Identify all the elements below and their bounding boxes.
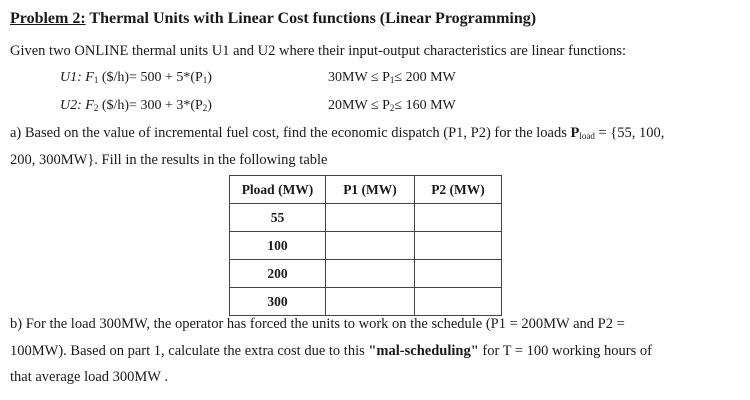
unit2-cost-function: U2: $F_2$ ($/h)= $300 + 3*(P_2)$ <box>60 98 212 113</box>
part-b-line-1: b) For the load 300MW, the operator has forced the units to work on the schedule (P1 = 200MW and P2 = <box>10 316 625 332</box>
table-row <box>230 232 502 260</box>
part-a-line-2: 200, 300MW}. Fill in the results in the following table <box>10 152 328 168</box>
header-pload: Pload (MW) <box>230 176 326 204</box>
table-row <box>230 260 502 288</box>
cell-p1 <box>326 204 415 232</box>
cell-pload: 55 <box>230 204 326 232</box>
cell-pload: 300 <box>230 288 326 316</box>
table-row <box>230 288 502 316</box>
table-header-row <box>230 176 502 204</box>
cell-p2 <box>415 204 502 232</box>
cell-pload: 100 <box>230 232 326 260</box>
cell-pload: 200 <box>230 260 326 288</box>
problem-label: Problem 2: <box>10 10 86 27</box>
cell-p2 <box>415 260 502 288</box>
unit1-constraint: $30MW \le P_1\le 200$ MW <box>328 70 456 85</box>
cell-p2 <box>415 232 502 260</box>
results-table <box>229 175 502 316</box>
header-p1: P1 (MW) <box>326 176 415 204</box>
given-statement: Given two ONLINE thermal units U1 and U2 where their input-output characteristics are linear functions: <box>10 43 627 59</box>
part-a-line-1: a) Based on the value of incremental fuel cost, find the economic dispatch (P1, P2) for the loads $P_{load} = \{55$, 100, <box>10 125 665 141</box>
unit2-constraint: $20MW \le P_2\le 160$ MW <box>328 98 456 113</box>
cell-p2 <box>415 288 502 316</box>
mal-scheduling-term: "mal-scheduling" <box>368 343 479 359</box>
cell-p1 <box>326 232 415 260</box>
problem-heading: Thermal Units with Linear Cost functions (Linear Programming) <box>85 10 537 27</box>
table-row <box>230 204 502 232</box>
problem-title <box>10 10 536 28</box>
cell-p1 <box>326 260 415 288</box>
cell-p1 <box>326 288 415 316</box>
header-p2: P2 (MW) <box>415 176 502 204</box>
unit1-cost-function: U1: $F_1$ ($/h)= $500 + 5*(P_1)$ <box>60 70 212 85</box>
part-b-line-2: 100MW). Based on part 1, calculate the extra cost due to this "mal-scheduling" for T = 100 working hours of <box>10 343 652 359</box>
part-b-line-3: that average load 300MW . <box>10 369 168 385</box>
